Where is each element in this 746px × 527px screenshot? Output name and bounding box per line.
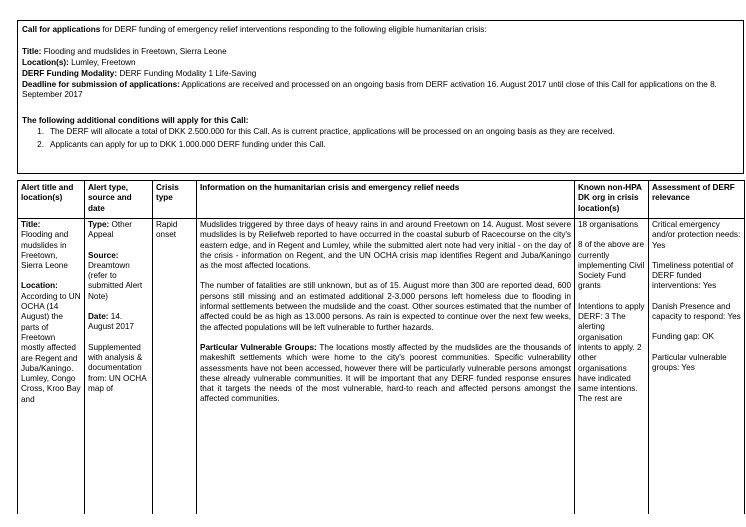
deadline-value: Applications are received and processed on an ongoing basis from DERF activation 16. August 2017 until close of this Call for applications on the 8. September 2017	[22, 80, 717, 100]
cell-alert-title: Title: Flooding and mudslides in Freetown, Sierra Leone Location: According to UN OCHA (14 August) the parts of Freetown mostly affected are Regent and Juba/Kaningo. Lumley, Congo Cross, Kroo Bay and	[18, 219, 85, 515]
deadline-label: Deadline for submission of applications:	[22, 80, 180, 89]
title-value: Flooding and mudslides in Freetown, Sierra Leone	[41, 47, 227, 56]
alert-table	[17, 180, 745, 514]
condition-item: 1. The DERF will allocate a total of DKK 2.500.000 for this Call. As is current practice, applications will be processed on an ongoing basis as they are received.	[37, 127, 615, 136]
location-label: Location(s):	[22, 58, 69, 67]
header-known-orgs: Known non-HPA DK org in crisis location(s)	[575, 181, 649, 219]
location-value: Lumley, Freetown	[68, 58, 136, 67]
cell-assessment: Critical emergency and/or protection needs: Yes Timeliness potential of DERF funded interventions: Yes Danish Presence and capacity to respond: Yes Funding gap: OK Particular vulnerable groups: Yes	[649, 219, 745, 515]
call-info-box	[17, 20, 744, 174]
conditions-heading: The following additional conditions will apply for this Call:	[22, 116, 249, 125]
cell-crisis-info: Mudslides triggered by three days of heavy rains in and around Freetown on 14. August. Most severe mudslides is by Reliefweb reported to have occurred in the coastal suburb of Racecourse on the city's eastern edge, and in Regent and Lumley, while the submitted alert note had very initial - on the day of the crisis - information on Regent, and the UN OCHA crisis map identifies Regent and Juba/Kaningo as the most affected locations. The number of fatalities are still unknown, but as of 15. August more than 300 are reported dead, 600 persons still missing and an estimated additional 2-3.000 persons left homeless due to flooding in informal settlements between the mudslide and the coast. Other sources estimated that the number of affected could be as high as 13.000 persons. As rain is expected to continue over the next few weeks, the affected populations will be left vulnerable to further hazards. Particular Vulnerable Groups: The locations mostly affected by the mudslides are the thousands of makeshift settlements which were home to the city's poorest communities. Specific vulnerability assessments have not been accessed, however there will be particularly vulnerable persons amongst these already vulnerable communities. It will be important that any DERF funded response ensures that it targets the needs of the most vulnerable, hard-to reach and affected persons amongst the affected communities.	[197, 219, 575, 515]
header-alert-type: Alert type, source and date	[85, 181, 153, 219]
header-alert-title: Alert title and location(s)	[18, 181, 85, 219]
call-text: for DERF funding of emergency relief interventions responding to the following eligible humanitarian crisis:	[100, 25, 487, 34]
header-crisis-info: Information on the humanitarian crisis and emergency relief needs	[197, 181, 575, 219]
call-label: Call for applications	[22, 25, 101, 34]
modality-label: DERF Funding Modality:	[22, 69, 118, 78]
cell-alert-type: Type: Other Appeal Source: Dreamtown (refer to submitted Alert Note) Date: 14. August 2017 Supplemented with analysis & documentation from: UN OCHA map of	[85, 219, 153, 515]
location-line	[22, 58, 136, 68]
deadline-line	[22, 80, 737, 101]
cell-crisis-type: Rapid onset	[153, 219, 197, 515]
modality-line	[22, 69, 256, 79]
title-label: Title:	[22, 47, 42, 56]
cell-known-orgs: 18 organisations 8 of the above are currently implementing Civil Society Fund grants Intentions to apply DERF: 3 The alerting organisation intents to apply. 2 other organisations have indicated same intentions. The rest are	[575, 219, 649, 515]
call-line	[22, 25, 487, 35]
table-header-row	[18, 181, 745, 219]
conditions-list	[22, 127, 615, 153]
title-line	[22, 47, 227, 57]
condition-item: 2. Applicants can apply for up to DKK 1.000.000 DERF funding under this Call.	[37, 140, 326, 149]
table-row	[18, 219, 745, 515]
header-assessment: Assessment of DERF relevance	[649, 181, 745, 219]
modality-value: DERF Funding Modality 1 Life-Saving	[117, 69, 257, 78]
header-crisis-type: Crisis type	[153, 181, 197, 219]
